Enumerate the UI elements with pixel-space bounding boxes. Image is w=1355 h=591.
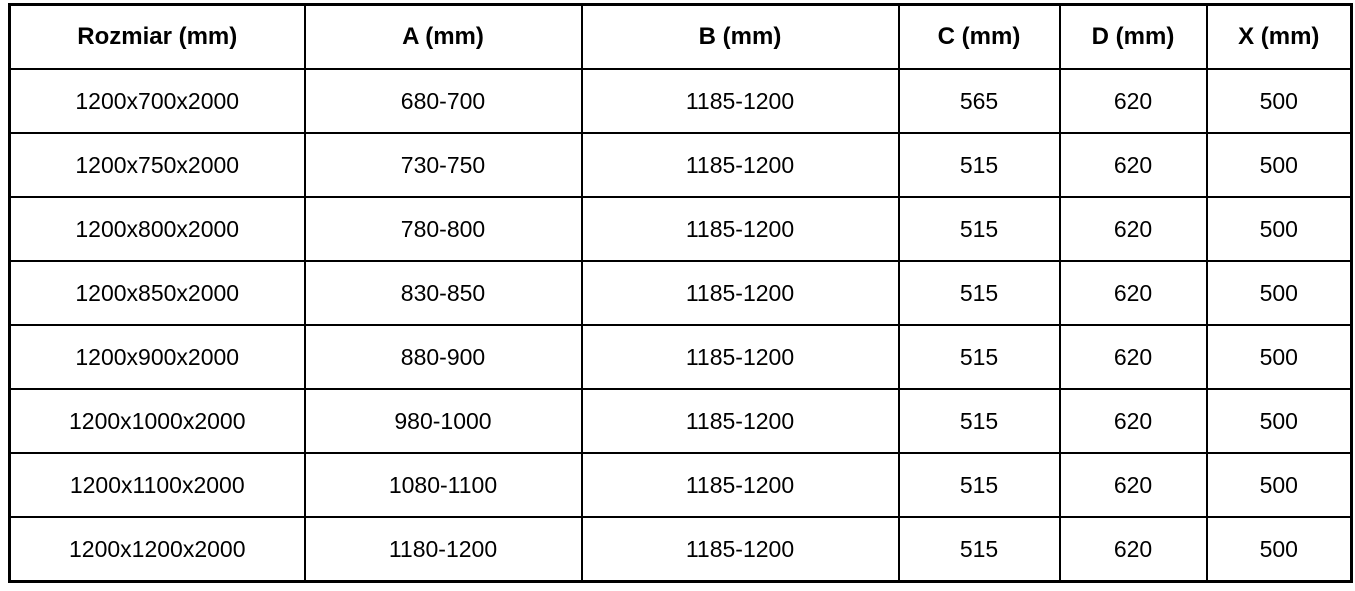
table-cell: 515 [899, 453, 1060, 517]
table-cell: 830-850 [305, 261, 582, 325]
table-cell: 500 [1207, 389, 1352, 453]
table-cell: 1200x750x2000 [10, 133, 305, 197]
column-header-a: A (mm) [305, 5, 582, 70]
table-cell: 1200x800x2000 [10, 197, 305, 261]
table-cell: 1185-1200 [582, 453, 899, 517]
table-row [10, 389, 1352, 453]
table-cell: 620 [1060, 133, 1207, 197]
table-cell: 620 [1060, 197, 1207, 261]
table-cell: 620 [1060, 69, 1207, 133]
table-cell: 1080-1100 [305, 453, 582, 517]
table-cell: 620 [1060, 325, 1207, 389]
table-cell: 500 [1207, 517, 1352, 582]
table-cell: 515 [899, 389, 1060, 453]
table-cell: 620 [1060, 453, 1207, 517]
dimensions-table [8, 3, 1353, 583]
table-cell: 500 [1207, 69, 1352, 133]
table-cell: 1200x1100x2000 [10, 453, 305, 517]
table-cell: 730-750 [305, 133, 582, 197]
table-cell: 500 [1207, 197, 1352, 261]
table-cell: 515 [899, 517, 1060, 582]
table-cell: 1185-1200 [582, 389, 899, 453]
table-cell: 515 [899, 133, 1060, 197]
table-cell: 500 [1207, 261, 1352, 325]
table-row [10, 517, 1352, 582]
table-cell: 1200x1000x2000 [10, 389, 305, 453]
table-cell: 1185-1200 [582, 325, 899, 389]
table-cell: 680-700 [305, 69, 582, 133]
table-cell: 515 [899, 197, 1060, 261]
table-cell: 1185-1200 [582, 261, 899, 325]
table-row [10, 197, 1352, 261]
table-cell: 620 [1060, 517, 1207, 582]
table-cell: 515 [899, 261, 1060, 325]
header-row [10, 5, 1352, 70]
table-cell: 780-800 [305, 197, 582, 261]
table-cell: 1200x1200x2000 [10, 517, 305, 582]
table-cell: 500 [1207, 453, 1352, 517]
table-cell: 880-900 [305, 325, 582, 389]
table-body [10, 69, 1352, 582]
table-row [10, 453, 1352, 517]
table-cell: 500 [1207, 325, 1352, 389]
table-row [10, 325, 1352, 389]
table-cell: 1185-1200 [582, 133, 899, 197]
column-header-d: D (mm) [1060, 5, 1207, 70]
table-cell: 565 [899, 69, 1060, 133]
column-header-c: C (mm) [899, 5, 1060, 70]
table-cell: 1185-1200 [582, 197, 899, 261]
table-cell: 1200x700x2000 [10, 69, 305, 133]
column-header-b: B (mm) [582, 5, 899, 70]
table-row [10, 69, 1352, 133]
table-cell: 1180-1200 [305, 517, 582, 582]
table-cell: 1200x850x2000 [10, 261, 305, 325]
table-cell: 500 [1207, 133, 1352, 197]
table-cell: 620 [1060, 261, 1207, 325]
table-row [10, 133, 1352, 197]
table-row [10, 261, 1352, 325]
table-cell: 515 [899, 325, 1060, 389]
table-cell: 620 [1060, 389, 1207, 453]
table-cell: 1185-1200 [582, 517, 899, 582]
column-header-x: X (mm) [1207, 5, 1352, 70]
table-cell: 980-1000 [305, 389, 582, 453]
table-cell: 1185-1200 [582, 69, 899, 133]
column-header-rozmiar: Rozmiar (mm) [10, 5, 305, 70]
dimensions-table-container [8, 3, 1353, 583]
table-cell: 1200x900x2000 [10, 325, 305, 389]
